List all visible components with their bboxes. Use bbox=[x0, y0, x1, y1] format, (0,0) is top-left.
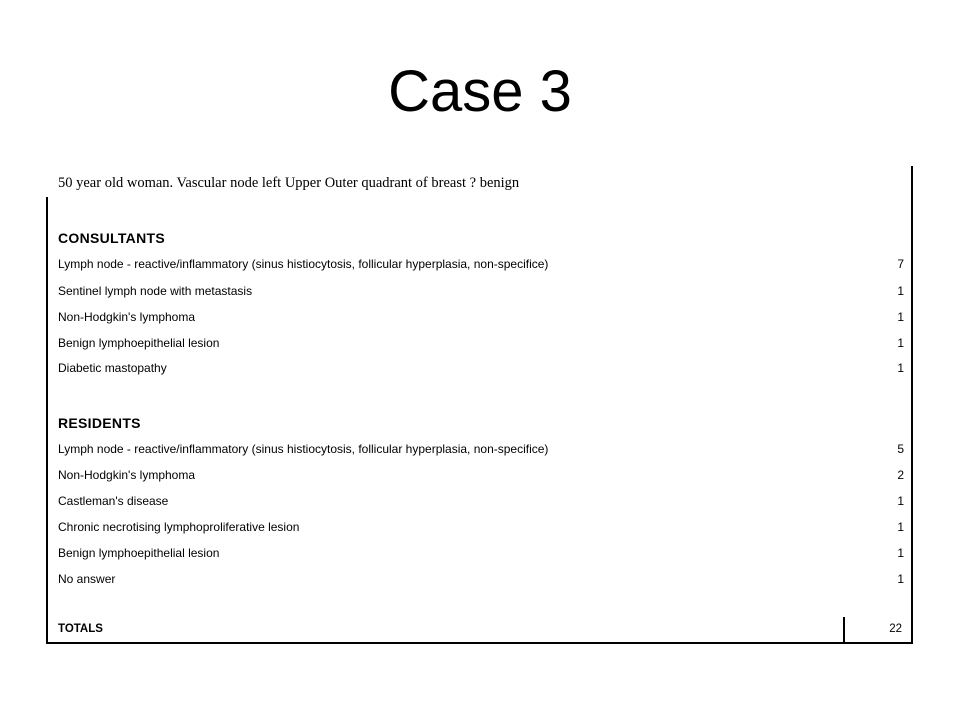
case-description: 50 year old woman. Vascular node left Upper Outer quadrant of breast ? benign bbox=[58, 175, 520, 191]
row-count: 5 bbox=[897, 442, 904, 456]
table-row bbox=[58, 465, 904, 485]
table-row bbox=[58, 307, 904, 327]
table-row bbox=[58, 569, 904, 589]
row-label: Benign lymphoepithelial lesion bbox=[58, 336, 220, 350]
totals-value: 22 bbox=[889, 623, 902, 635]
row-label: Lymph node - reactive/inflammatory (sinus histiocytosis, follicular hyperplasia, non-specifice) bbox=[58, 257, 549, 271]
section-heading-residents: RESIDENTS bbox=[58, 415, 141, 431]
row-count: 1 bbox=[897, 361, 904, 375]
row-label: Lymph node - reactive/inflammatory (sinus histiocytosis, follicular hyperplasia, non-specifice) bbox=[58, 442, 549, 456]
row-label: Benign lymphoepithelial lesion bbox=[58, 546, 220, 560]
row-label: Castleman's disease bbox=[58, 494, 169, 508]
row-label: Diabetic mastopathy bbox=[58, 361, 167, 375]
row-label: Non-Hodgkin's lymphoma bbox=[58, 310, 196, 324]
table-border-left bbox=[46, 197, 48, 644]
row-count: 1 bbox=[897, 520, 904, 534]
row-count: 2 bbox=[897, 468, 904, 482]
table-row bbox=[58, 281, 904, 301]
row-label: No answer bbox=[58, 572, 116, 586]
row-count: 1 bbox=[897, 546, 904, 560]
table-row bbox=[58, 333, 904, 353]
row-count: 1 bbox=[897, 284, 904, 298]
table-row bbox=[58, 491, 904, 511]
table-row bbox=[58, 439, 904, 459]
slide-title: Case 3 bbox=[388, 59, 572, 124]
row-label: Chronic necrotising lymphoproliferative lesion bbox=[58, 520, 300, 534]
row-count: 1 bbox=[897, 572, 904, 586]
table-row bbox=[58, 517, 904, 537]
row-count: 7 bbox=[897, 257, 904, 271]
table-row bbox=[58, 254, 904, 274]
row-count: 1 bbox=[897, 336, 904, 350]
table-row bbox=[58, 358, 904, 378]
row-label: Sentinel lymph node with metastasis bbox=[58, 284, 253, 298]
table-border-bottom bbox=[46, 642, 913, 644]
totals-label: TOTALS bbox=[58, 623, 103, 635]
section-heading-consultants: CONSULTANTS bbox=[58, 230, 165, 246]
row-count: 1 bbox=[897, 310, 904, 324]
row-count: 1 bbox=[897, 494, 904, 508]
table-border-right bbox=[911, 166, 913, 644]
row-label: Non-Hodgkin's lymphoma bbox=[58, 468, 196, 482]
totals-divider bbox=[843, 617, 845, 644]
table-row bbox=[58, 543, 904, 563]
